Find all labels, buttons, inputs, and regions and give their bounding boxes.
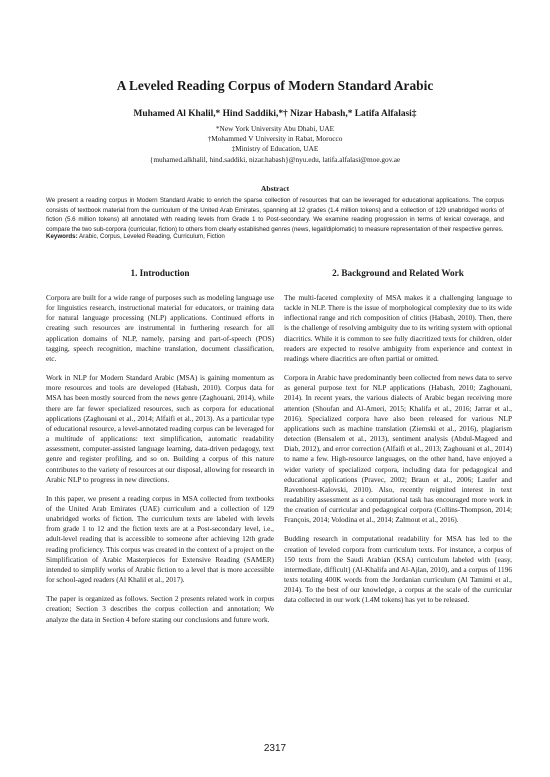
keywords bbox=[46, 233, 504, 240]
affiliation-emails: {muhamed.alkhalil, hind.saddiki, nizar.habash}@nyu.edu, latifa.alfalasi@moe.gov.ae bbox=[149, 154, 401, 164]
abstract-body: We present a reading corpus in Modern Standard Arabic to enrich the sparse collection of resources that can be leveraged for educational applications. The corpus consists of textbook material from the curriculum of the United Arab Emirates, spanning all 12 grades (1.4 million tokens) and a collection of 129 unabridged works of fiction (5.6 million tokens) all annotated with reading levels from Grade 1 to Post-secondary. We examine reading progression in terms of lexical coverage, and compare the two sub-corpora (curricular, fiction) to others from clearly established genres (news, legal/diplomatic) to measure representation of their respective genres. bbox=[46, 197, 504, 233]
paragraph: The multi-faceted complexity of MSA makes it a challenging language to tackle in NLP. There is the issue of morphological complexity due to its wide inflectional range and rich composition of clitics (Habash, 2010). Then, there is the challenge of resolving ambiguity due to its writing system with optional diacritics. While it is common to see fully diacritized texts for children, older readers are expected to resolve ambiguity from experience and context in readings where diacritics are often partial or omitted. bbox=[284, 293, 512, 363]
affiliations bbox=[0, 124, 550, 165]
paragraph: In this paper, we present a reading corpus in MSA collected from textbooks of the United Arab Emirates (UAE) curriculum and a collection of 129 unabridged works of fiction. The curriculum texts are labeled with levels from grade 1 to 12 and the fiction texts are at a Post-secondary level, i.e., adult-level reading that is accessible to someone after achieving 12th grade reading proficiency. This corpus was created in the context of a project on the Simplification of Arabic Masterpieces for Extensive Reading (SAMER) intended to simplify works of Arabic fiction to a level that is more accessible for school-aged readers (Al Khalil et al., 2017). bbox=[46, 493, 274, 585]
keywords-label: Keywords: bbox=[46, 233, 78, 240]
affiliation-ministry: ‡Ministry of Education, UAE bbox=[231, 144, 319, 154]
right-column bbox=[284, 268, 512, 615]
page-number: 2317 bbox=[263, 743, 287, 754]
keywords-text: Arabic, Corpus, Leveled Reading, Curriculum, Fiction bbox=[79, 233, 225, 240]
paragraph: Work in NLP for Modern Standard Arabic (MSA) is gaining momentum as more resources and tools are developed (Habash, 2010). Corpus data for MSA has been mostly sourced from the news genre (Zaghouani, 2014), while there are far fewer specialized resources, such as corpora for educational applications (Zaghouani et al., 2014; Alfaifi et al., 2013). As a particular type of educational resource, a level-annotated reading corpus can be leveraged for a multitude of applications: text simplification, automatic readability assessment, computer-assisted language learning, data-driven pedagogy, text genre and register profiling, and so on. Building a corpus of this nature contributes to the variety of resources at our disposal, allowing for research in Arabic NLP to progress in new directions. bbox=[46, 373, 274, 484]
paragraph: The paper is organized as follows. Section 2 presents related work in corpus creation; Section 3 describes the corpus collection and annotation; We analyze the data in Section 4 before stating our conclusions and future work. bbox=[46, 594, 274, 624]
section-heading-related-work: 2. Background and Related Work bbox=[332, 268, 464, 278]
left-column bbox=[46, 268, 274, 634]
paragraph: Budding research in computational readability for MSA has led to the creation of leveled corpora from curriculum texts. For instance, a corpus of 150 texts from the Saudi Arabian (KSA) curriculum labeled with {easy, intermediate, difficult} (Al-Khalifa and Al-Ajlan, 2010), and a corpus of 1196 texts totaling 400K words from the Jordanian curriculum (Al Tamimi et al., 2014). To the best of our knowledge, a corpus at the scale of the curricular data collected in our work (1.4M tokens) has yet to be released. bbox=[284, 534, 512, 605]
paragraph: Corpora are built for a wide range of purposes such as modeling language use for linguistics research, instructional material for educators, or training data for natural language processing (NLP) applications. Continued efforts in creating such resources are instrumental in furthering research for all application domains of NLP, namely, parsing and part-of-speech (POS) tagging, speech recognition, machine translation, document classification, etc. bbox=[46, 293, 274, 363]
section-heading-introduction: 1. Introduction bbox=[130, 268, 190, 278]
paper-title: A Leveled Reading Corpus of Modern Standard Arabic bbox=[116, 78, 434, 93]
author-list: Muhamed Al Khalil,* Hind Saddiki,*† Nizar Habash,* Latifa Alfalasi‡ bbox=[133, 109, 417, 119]
affiliation-mohammed-v: †Mohammed V University in Rabat, Morocco bbox=[207, 134, 343, 144]
affiliation-nyu: *New York University Abu Dhabi, UAE bbox=[215, 124, 335, 133]
abstract-heading: Abstract bbox=[260, 184, 290, 193]
paragraph: Corpora in Arabic have predominantly been collected from news data to serve as general purpose text for NLP applications (Habash, 2010; Zaghouani, 2014). In recent years, the various dialects of Arabic began receiving more attention (Shoufan and Al-Ameri, 2015; Khalifa et al., 2016; Jarrar et al., 2016). Specialized corpora have also been released for various NLP applications such as machine translation (Ziemski et al., 2016), plagiarism detection (Bensalem et al., 2013), sentiment analysis (Abdul-Mageed and Diab, 2012), and error correction (Alfaifi et al., 2013; Zaghouani et al., 2014) to name a few. High-resource languages, on the other hand, have enjoyed a wider variety of specialized corpora, including data for pedagogical and educational applications (Pravec, 2002; Braun et al., 2006; Laufer and Ravenhorst-Kalovski, 2010). Also, recently reignited interest in text readability assessment as a computational task has encouraged more work in the creation of curricular and pedagogical corpora (Collins-Thompson, 2014; François, 2014; Volodina et al., 2014; Zalmout et al., 2016). bbox=[284, 373, 512, 525]
